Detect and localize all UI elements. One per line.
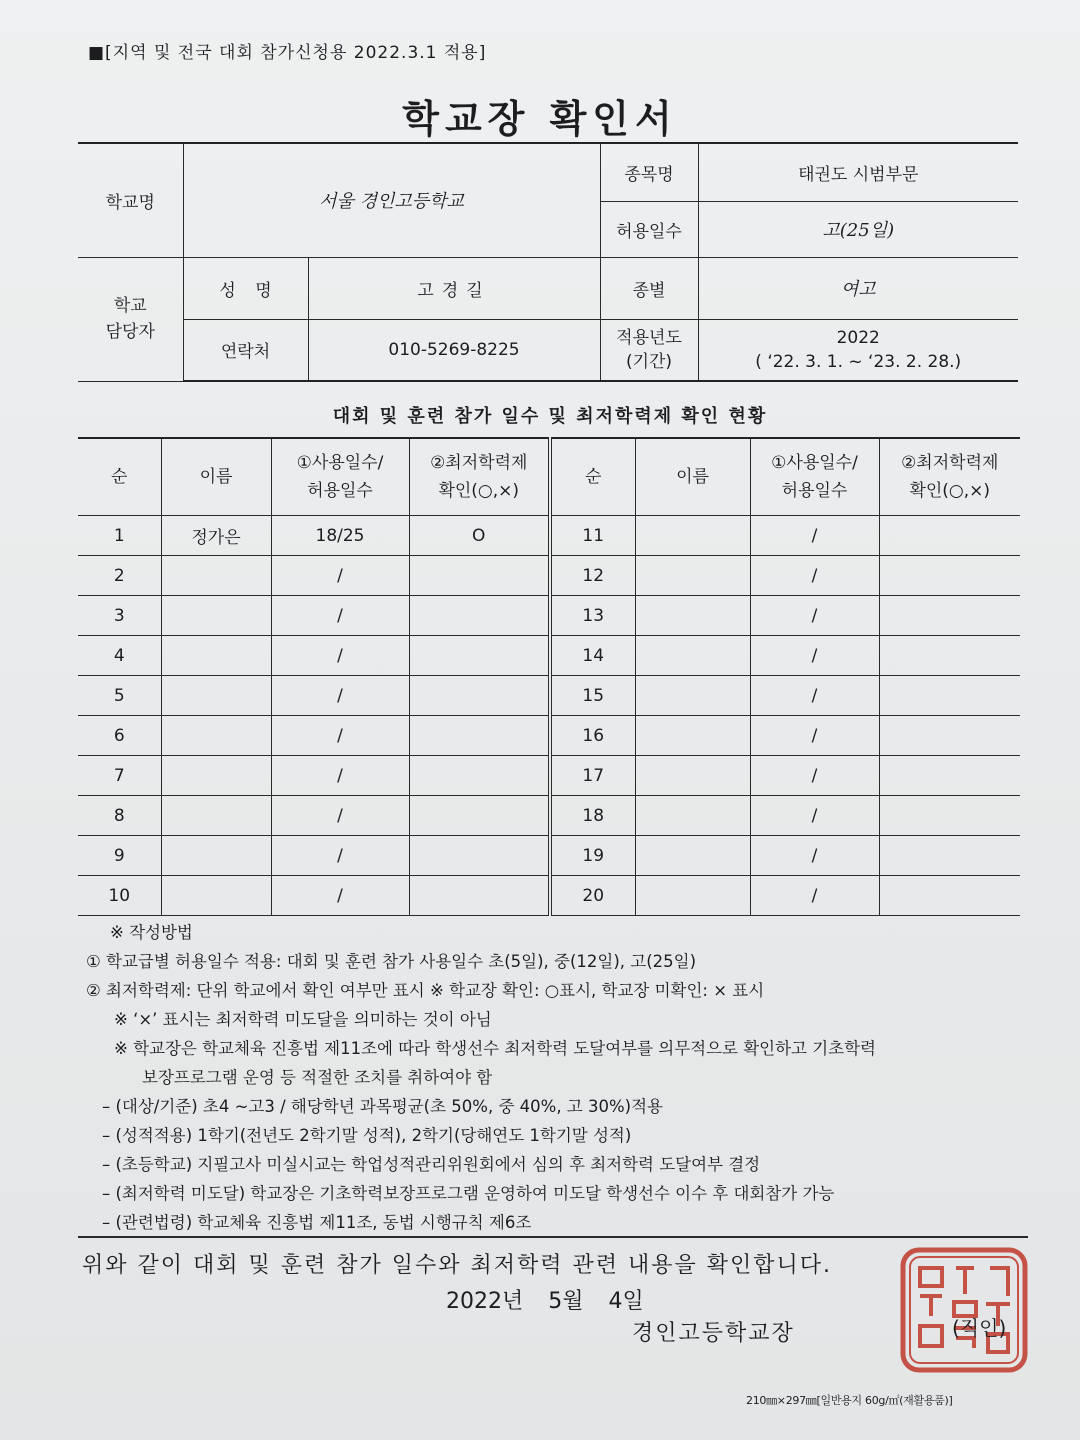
row-no: 11 (550, 516, 635, 556)
row-no: 8 (78, 796, 161, 836)
header-days-line2: 허용일수 (307, 481, 373, 501)
table-row (78, 836, 1020, 876)
table-row (78, 716, 1020, 756)
staff-label (78, 257, 183, 381)
row-check (879, 716, 1020, 756)
official-seal-stamp (898, 1246, 1030, 1374)
row-check (879, 556, 1020, 596)
paper-spec-footer: 210㎜×297㎜[일반용지 60g/㎡(재활용품)] (746, 1394, 953, 1407)
row-days: / (750, 556, 879, 596)
event-value: 태권도 시범부문 (698, 143, 1018, 201)
header-no: 순 (78, 438, 161, 516)
row-no: 12 (550, 556, 635, 596)
row-check (409, 716, 550, 756)
row-name: 정가은 (161, 516, 271, 556)
row-days: / (750, 716, 879, 756)
writing-instructions (86, 918, 1026, 1237)
year-label-line1: 적용년도 (616, 327, 682, 348)
row-no: 14 (550, 636, 635, 676)
row-no: 3 (78, 596, 161, 636)
row-check (879, 876, 1020, 916)
row-days: / (271, 796, 409, 836)
allowed-days-label: 허용일수 (600, 201, 698, 257)
row-days: / (271, 636, 409, 676)
row-check (409, 836, 550, 876)
row-days: / (271, 876, 409, 916)
row-name (635, 756, 750, 796)
row-name (161, 756, 271, 796)
year-label-line2: (기간) (625, 351, 673, 372)
row-check (409, 596, 550, 636)
row-days: / (750, 596, 879, 636)
row-check (409, 676, 550, 716)
header-name-right: 이름 (635, 438, 750, 516)
note-line: – (관련법령) 학교체육 진흥법 제11조, 동법 시행규칙 제6조 (102, 1213, 532, 1232)
note-line: – (대상/기준) 초4 ~고3 / 해당학년 과목평균(초 50%, 중 40%, 고 30%)적용 (102, 1097, 663, 1116)
notes-heading: ※ 작성방법 (110, 923, 193, 942)
row-check (409, 636, 550, 676)
row-no: 13 (550, 596, 635, 636)
row-name (635, 876, 750, 916)
year-value: 2022 (836, 327, 880, 348)
header-days (271, 438, 409, 516)
note-line: – (최저학력 미도달) 학교장은 기초학력보장프로그램 운영하여 미도달 학생선수 이수 후 대회참가 가능 (102, 1184, 835, 1203)
allowed-days-value: 고(25일) (698, 201, 1018, 257)
contact-value: 010-5269-8225 (308, 319, 600, 381)
row-name (635, 556, 750, 596)
row-check (409, 876, 550, 916)
year-label (600, 319, 698, 381)
period-value: ( ‘22. 3. 1. ~ ‘23. 2. 28.) (755, 351, 962, 372)
name-value: 고경길 (308, 257, 600, 319)
event-label: 종목명 (600, 143, 698, 201)
row-check (879, 636, 1020, 676)
note-line: ※ ‘×’ 표시는 최저학력 미도달을 의미하는 것이 아님 (114, 1010, 492, 1029)
note-line: ① 학교급별 허용일수 적용: 대회 및 훈련 참가 사용일수 초(5일), 중(12일), 고(25일) (86, 952, 696, 971)
principal-signature: 경인고등학교장 (632, 1321, 795, 1346)
table-header-row (78, 438, 1020, 516)
row-no: 1 (78, 516, 161, 556)
header-check-right (879, 438, 1020, 516)
row-name (161, 556, 271, 596)
row-no: 9 (78, 836, 161, 876)
school-name-label: 학교명 (78, 143, 183, 257)
header-check-line2: 확인(○,×) (438, 481, 520, 501)
note-line: ※ 학교장은 학교체육 진흥법 제11조에 따라 학생선수 최저학력 도달여부를 의무적으로 확인하고 기초학력 (114, 1039, 876, 1058)
row-check (879, 516, 1020, 556)
row-name (635, 596, 750, 636)
notes-divider (78, 1236, 1028, 1238)
header-no-right: 순 (550, 438, 635, 516)
row-days: 18/25 (271, 516, 409, 556)
row-days: / (750, 796, 879, 836)
row-no: 5 (78, 676, 161, 716)
table-row (78, 516, 1020, 556)
row-no: 17 (550, 756, 635, 796)
row-days: / (271, 716, 409, 756)
row-no: 18 (550, 796, 635, 836)
row-no: 7 (78, 756, 161, 796)
type-label: 종별 (600, 257, 698, 319)
row-check (879, 836, 1020, 876)
confirmation-statement: 위와 같이 대회 및 훈련 참가 일수와 최저학력 관련 내용을 확인합니다. (82, 1253, 832, 1278)
row-no: 15 (550, 676, 635, 716)
row-check (879, 676, 1020, 716)
table-row (78, 756, 1020, 796)
row-name (635, 636, 750, 676)
row-name (161, 876, 271, 916)
row-check (409, 756, 550, 796)
row-no: 19 (550, 836, 635, 876)
note-line: ② 최저학력제: 단위 학교에서 확인 여부만 표시 ※ 학교장 확인: ○표시, 학교장 미확인: × 표시 (86, 981, 765, 1000)
school-info-table (78, 142, 1018, 382)
table-row (78, 676, 1020, 716)
note-line: 보장프로그램 운영 등 적절한 조치를 취하여야 함 (142, 1068, 493, 1087)
row-no: 16 (550, 716, 635, 756)
row-days: / (750, 676, 879, 716)
row-days: / (750, 876, 879, 916)
contact-label: 연락처 (183, 319, 308, 381)
row-name (635, 796, 750, 836)
row-name (161, 836, 271, 876)
status-section-title: 대회 및 훈련 참가 일수 및 최저학력제 확인 현황 (332, 406, 768, 427)
table-row (78, 876, 1020, 916)
row-name (161, 676, 271, 716)
table-row (78, 596, 1020, 636)
row-name (635, 516, 750, 556)
row-no: 10 (78, 876, 161, 916)
note-line: – (성적적용) 1학기(전년도 2학기말 성적), 2학기(당해연도 1학기말 성적) (102, 1126, 632, 1145)
row-no: 20 (550, 876, 635, 916)
participation-status-table (78, 437, 1020, 916)
row-days: / (271, 756, 409, 796)
row-no: 2 (78, 556, 161, 596)
row-days: / (750, 636, 879, 676)
header-check-line1: ②최저학력제 (430, 453, 528, 473)
table-row (78, 636, 1020, 676)
header-check-right-line2: 확인(○,×) (909, 481, 991, 501)
row-no: 6 (78, 716, 161, 756)
document-title: 학교장 확인서 (402, 97, 678, 141)
seal-label: (직인) (952, 1316, 1007, 1340)
row-name (161, 596, 271, 636)
header-days-right (750, 438, 879, 516)
row-name (635, 716, 750, 756)
school-name-value: 서울 경인고등학교 (183, 143, 600, 257)
type-value: 여고 (698, 257, 1018, 319)
table-row (78, 556, 1020, 596)
staff-label-line1: 학교 (113, 296, 147, 316)
row-check (879, 596, 1020, 636)
name-label: 성 명 (183, 257, 308, 319)
row-check (879, 756, 1020, 796)
row-no: 4 (78, 636, 161, 676)
row-days: / (750, 836, 879, 876)
row-days: / (750, 756, 879, 796)
header-check (409, 438, 550, 516)
row-check (879, 796, 1020, 836)
row-name (161, 796, 271, 836)
header-days-line1: ①사용일수/ (296, 453, 384, 473)
row-days: / (271, 596, 409, 636)
form-header-note: ■[지역 및 전국 대회 참가신청용 2022.3.1 적용] (88, 43, 487, 63)
row-check: O (409, 516, 550, 556)
staff-label-line2: 담당자 (105, 322, 155, 342)
table-row (78, 796, 1020, 836)
header-name: 이름 (161, 438, 271, 516)
row-days: / (750, 516, 879, 556)
row-check (409, 556, 550, 596)
year-value-cell (698, 319, 1018, 381)
row-name (635, 676, 750, 716)
row-name (161, 636, 271, 676)
header-check-right-line1: ②최저학력제 (901, 453, 999, 473)
row-days: / (271, 836, 409, 876)
row-name (161, 716, 271, 756)
row-name (635, 836, 750, 876)
note-line: – (초등학교) 지필고사 미실시교는 학업성적관리위원회에서 심의 후 최저학력 도달여부 결정 (102, 1155, 761, 1174)
header-days-right-line2: 허용일수 (781, 481, 848, 501)
row-days: / (271, 556, 409, 596)
confirmation-date: 2022년 5월 4일 (446, 1289, 644, 1314)
row-days: / (271, 676, 409, 716)
row-check (409, 796, 550, 836)
header-days-right-line1: ①사용일수/ (771, 453, 858, 473)
